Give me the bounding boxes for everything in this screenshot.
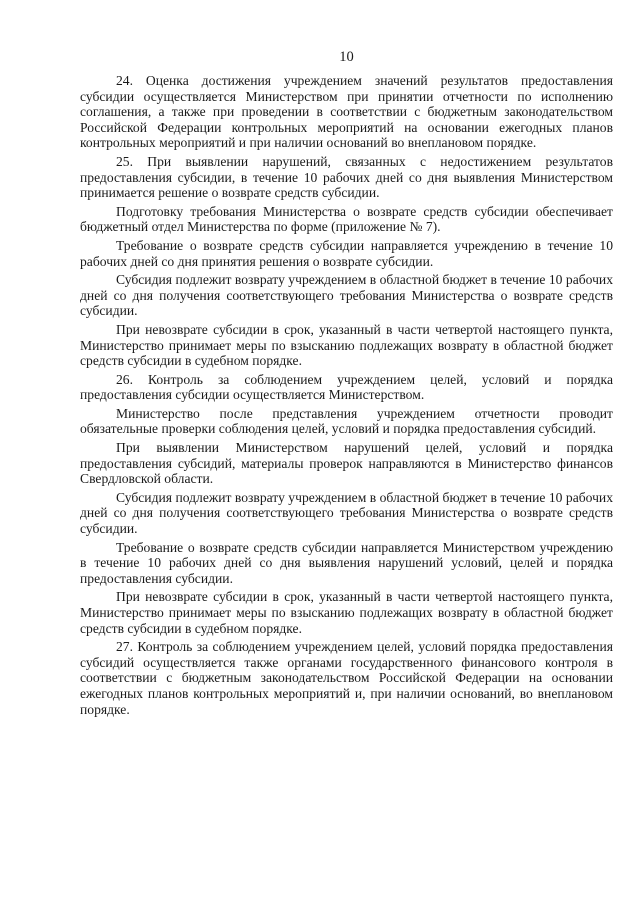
paragraph-27: 27. Контроль за соблюдением учреждением целей, условий порядка предоставления субсидий осуществляется также органами государственного финансового контроля в соответствии с бюджетным законодательством Российской Федерации на основании ежегодных планов контрольных мероприятий и, при наличии оснований, во внеплановом порядке. [80, 639, 613, 717]
document-page [80, 48, 613, 720]
paragraph-26-checks: Министерство после представления учреждением отчетности проводит обязательные проверки соблюдения целей, условий и порядка предоставления субсидий. [80, 405, 613, 437]
page-number: 10 [339, 49, 354, 65]
paragraph-25-requirement-preparation: Подготовку требования Министерства о возврате средств субсидии обеспечивает бюджетный отдел Министерства по форме (приложение № 7). [80, 203, 613, 235]
paragraph-24: 24. Оценка достижения учреждением значений результатов предоставления субсидии осуществляется Министерством при принятии отчетности по исполнению соглашения, а также при проведении в соответствии с бюджетным законодательством Российской Федерации контрольных мероприятий на основании ежегодных планов контрольных мероприятий и при наличии оснований во внеплановом порядке. [80, 73, 613, 151]
paragraph-25: 25. При выявлении нарушений, связанных с недостижением результатов предоставления субсидии, в течение 10 рабочих дней со дня выявления Министерством принимается решение о возврате средств субсидии. [80, 153, 613, 201]
paragraph-26-requirement: Требование о возврате средств субсидии направляется Министерством учреждению в течение 10 рабочих дней со дня выявления нарушений условий, целей и порядка предоставления субсидии. [80, 539, 613, 586]
paragraph-26: 26. Контроль за соблюдением учреждением целей, условий и порядка предоставления субсидии осуществляется Министерством. [80, 371, 613, 403]
paragraph-25-refund: Субсидия подлежит возврату учреждением в областной бюджет в течение 10 рабочих дней со дня получения соответствующего требования Министерства о возврате средств субсидии. [80, 272, 613, 319]
paragraph-26-refund: Субсидия подлежит возврату учреждением в областной бюджет в течение 10 рабочих дней со дня получения соответствующего требования Министерства о возврате средств субсидии. [80, 489, 613, 537]
paragraph-26-violations: При выявлении Министерством нарушений целей, условий и порядка предоставления субсидий, материалы проверок направляются в Министерство финансов Свердловской области. [80, 440, 613, 487]
paragraph-26-non-return: При невозврате субсидии в срок, указанный в части четвертой настоящего пункта, Министерство принимает меры по взысканию подлежащих возврату в областной бюджет средств субсидии в судебном порядке. [80, 589, 613, 636]
paragraph-25-non-return: При невозврате субсидии в срок, указанный в части четвертой настоящего пункта, Министерство принимает меры по взысканию подлежащих возврату в областной бюджет средств субсидии в судебном порядке. [80, 321, 613, 369]
paragraph-25-requirement-sending: Требование о возврате средств субсидии направляется учреждению в течение 10 рабочих дней со дня принятия решения о возврате субсидии. [80, 237, 613, 269]
